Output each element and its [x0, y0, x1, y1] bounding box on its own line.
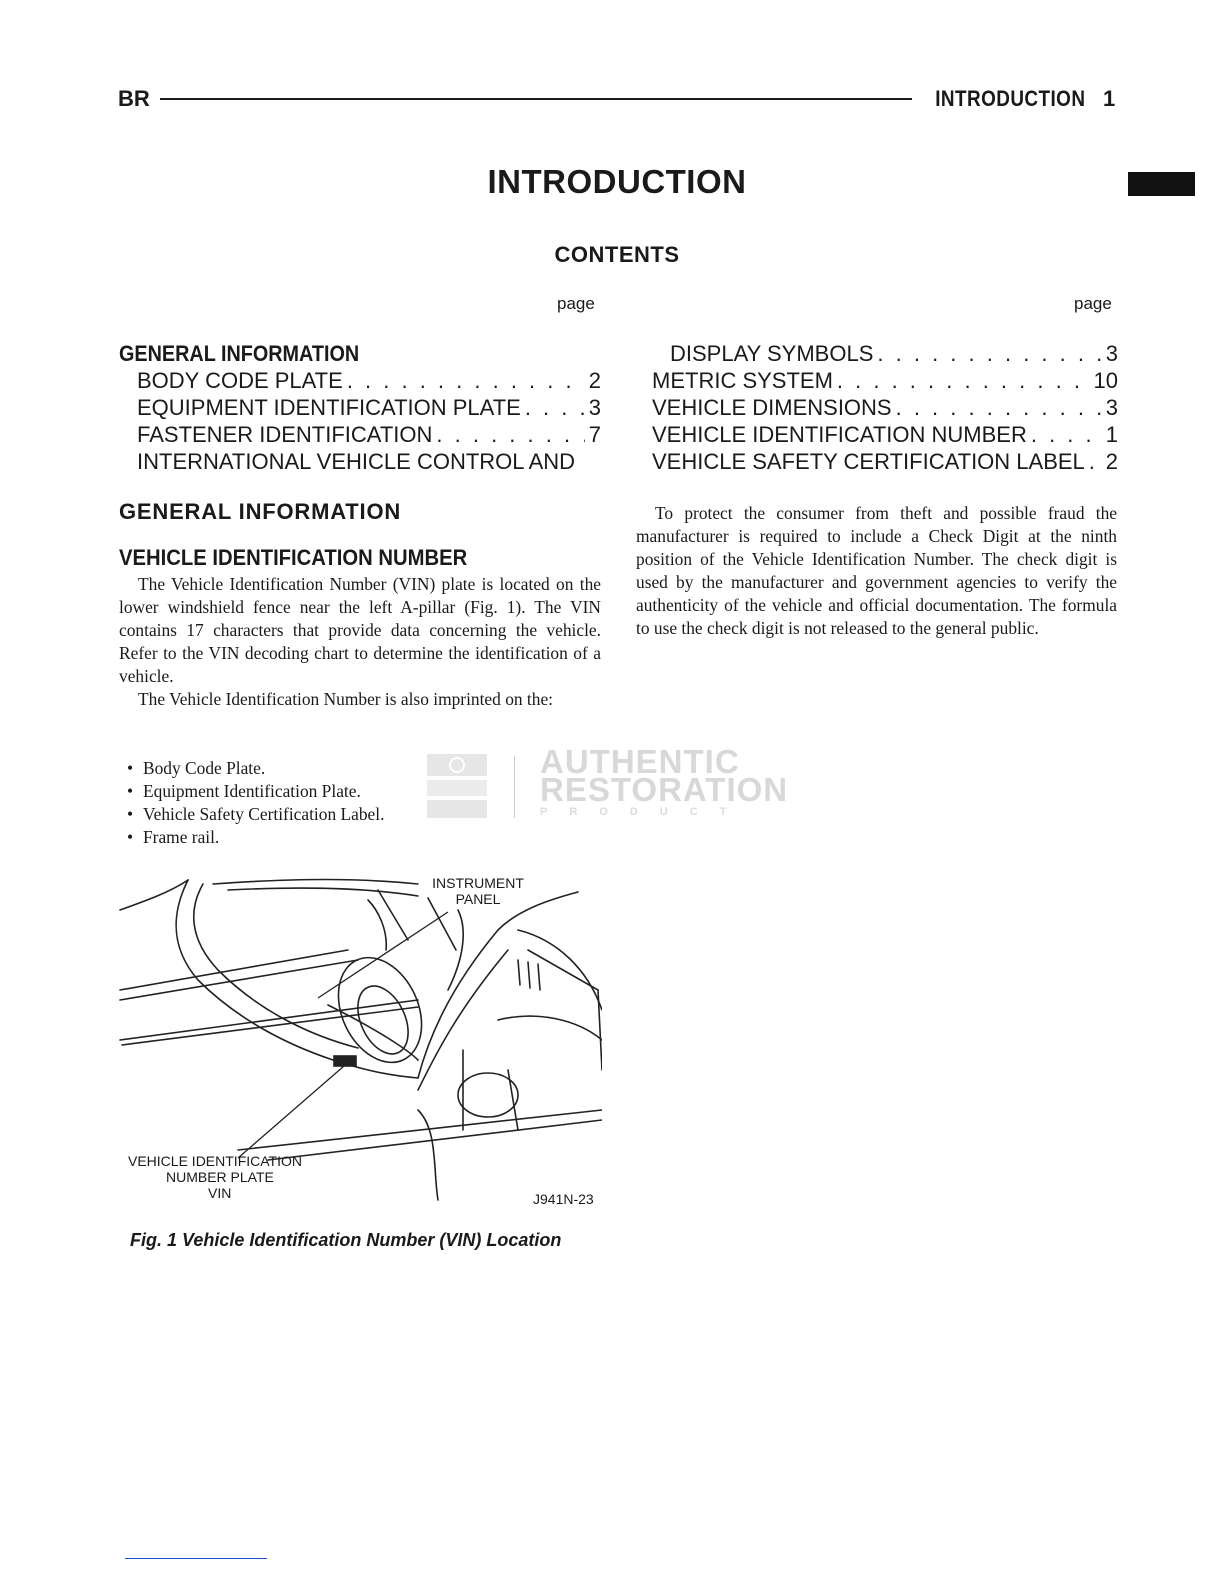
toc-entry[interactable] — [119, 421, 601, 448]
toc-right-column — [652, 340, 1118, 475]
header-rule — [160, 98, 912, 100]
toc-left-column — [119, 340, 601, 475]
toc-leader — [1089, 448, 1102, 475]
header-section: INTRODUCTION — [935, 86, 1086, 111]
toc-entry[interactable] — [652, 448, 1118, 475]
toc-entry-page: 1 — [1105, 422, 1118, 447]
toc-leader — [347, 367, 585, 394]
toc-leader — [525, 394, 585, 421]
figure-label-line: VEHICLE IDENTIFICATION — [128, 1153, 302, 1169]
vin-heading: VEHICLE IDENTIFICATION NUMBER — [119, 545, 468, 570]
watermark-line3: PRODUCT — [540, 806, 749, 818]
list-item: • Frame rail. — [119, 826, 601, 849]
toc-entry-label: FASTENER IDENTIFICATION — [137, 422, 433, 447]
toc-entry-label: VEHICLE SAFETY CERTIFICATION LABEL — [652, 449, 1085, 474]
toc-entry-label: INTERNATIONAL VEHICLE CONTROL AND — [137, 449, 576, 474]
figure-label-line: NUMBER PLATE — [166, 1169, 274, 1185]
list-item: • Equipment Identification Plate. — [119, 780, 601, 803]
toc-entry-page: 3 — [588, 395, 601, 420]
vin-paragraph: The Vehicle Identification Number (VIN) plate is located on the lower windshield fence near the left A-pillar (Fig. 1). The VIN contains 17 characters that provide data concerning the vehicle. Refer to the VIN decoding chart to determine the identification of a vehicle. — [119, 574, 601, 686]
toc-entry-label: METRIC SYSTEM — [652, 368, 833, 393]
toc-page-label-right: page — [1074, 294, 1112, 313]
toc-entry-label: DISPLAY SYMBOLS — [670, 341, 874, 366]
figure-label-vin-plate — [128, 1153, 314, 1201]
vin-imprint-list — [119, 757, 601, 849]
toc-leader — [1031, 421, 1102, 448]
figure-label-instrument-panel — [428, 875, 528, 907]
watermark-divider — [514, 756, 515, 818]
toc-entry[interactable] — [652, 394, 1118, 421]
header-code: BR — [118, 86, 150, 111]
footer-link-underline[interactable] — [125, 1558, 267, 1559]
watermark-line2: RESTORATION — [540, 771, 789, 808]
toc-leader — [837, 367, 1090, 394]
vin-paragraph: The Vehicle Identification Number is also imprinted on the: — [138, 689, 554, 709]
toc-entry[interactable] — [652, 367, 1118, 394]
figure-code: J941N-23 — [533, 1191, 594, 1207]
toc-entry-page: 7 — [588, 422, 601, 447]
toc-leader — [896, 394, 1102, 421]
toc-entry[interactable] — [652, 340, 1118, 367]
list-item: • Body Code Plate. — [119, 757, 601, 780]
toc-entry-page: 2 — [588, 368, 601, 393]
toc-entry-page: 3 — [1105, 395, 1118, 420]
toc-left-heading: GENERAL INFORMATION — [119, 341, 360, 366]
toc-entry-page: 10 — [1093, 368, 1118, 393]
vin-body — [119, 573, 601, 711]
watermark-line1: AUTHENTIC — [540, 743, 740, 780]
toc-page-label-left: page — [557, 294, 595, 313]
check-digit-body — [636, 502, 1117, 640]
check-digit-paragraph: To protect the consumer from theft and possible fraud the manufacturer is required to include a Check Digit at the ninth position of the Vehicle Identification Number. The check digit is used by the manufacturer and government agencies to verify the authenticity of the vehicle and official documentation. The formula to use the check digit is not released to the general public. — [636, 503, 1117, 638]
toc-leader — [436, 421, 584, 448]
header-page-number: 1 — [1103, 86, 1116, 111]
toc-entry-label: BODY CODE PLATE — [137, 368, 343, 393]
toc-entry-label: VEHICLE DIMENSIONS — [652, 395, 892, 420]
toc-entry[interactable] — [652, 421, 1118, 448]
mopar-badge-watermark — [427, 754, 487, 818]
toc-entry-label: EQUIPMENT IDENTIFICATION PLATE — [137, 395, 521, 420]
list-item: • Vehicle Safety Certification Label. — [119, 803, 601, 826]
toc-entry-page: 3 — [1105, 341, 1118, 366]
chapter-title: INTRODUCTION — [487, 163, 747, 200]
contents-title: CONTENTS — [554, 242, 680, 267]
figure-label-line: PANEL — [455, 891, 501, 907]
figure-caption: Fig. 1 Vehicle Identification Number (VIN) Location — [130, 1230, 562, 1250]
toc-entry-page: 2 — [1105, 449, 1118, 474]
toc-entry[interactable] — [119, 448, 601, 475]
toc-entry-label: VEHICLE IDENTIFICATION NUMBER — [652, 422, 1027, 447]
section-heading: GENERAL INFORMATION — [119, 499, 402, 524]
toc-leader — [877, 340, 1101, 367]
figure-label-line: INSTRUMENT — [432, 875, 524, 891]
figure-label-line: VIN — [208, 1185, 232, 1201]
toc-entry[interactable] — [119, 367, 601, 394]
toc-entry[interactable] — [119, 394, 601, 421]
